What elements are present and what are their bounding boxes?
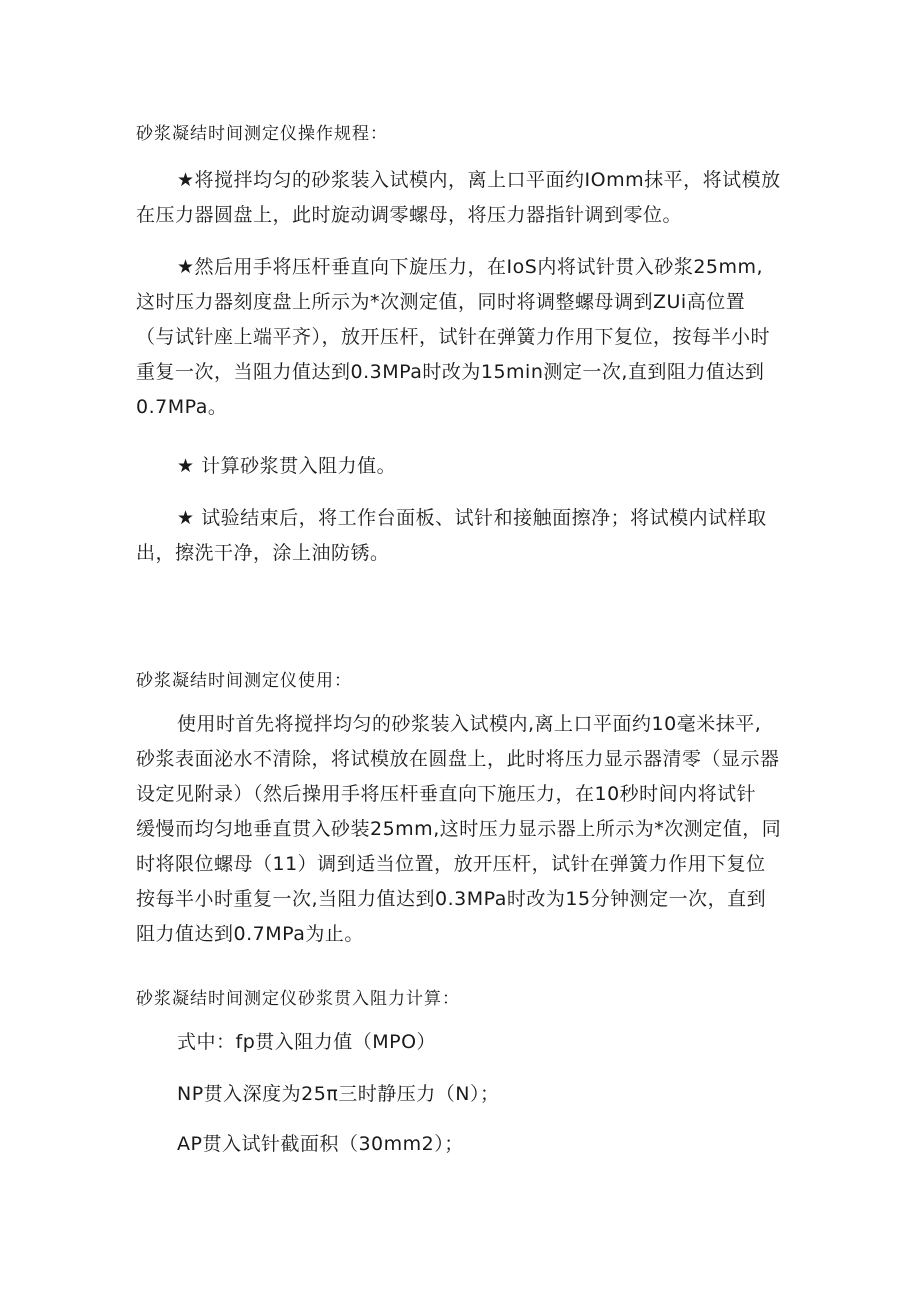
section-heading-calculation: 砂浆凝结时间测定仪砂浆贯入阻力计算： [136,989,460,1009]
text-line: 在压力器圆盘上，此时旋动调零螺母，将压力器指针调到零位。 [136,204,683,226]
text-line: 缓慢而均匀地垂直贯入砂装25mm,这时压力显示器上所示为*次测定值，同 [136,818,782,840]
text-line: ★ 计算砂浆贯入阻力值。 [177,455,397,477]
text-line: ★ 试验结束后，将工作台面板、试针和接触面擦净；将试模内试样取 [177,507,767,529]
formula-line-fp: 式中：fp贯入阻力值（MPO） [177,1031,437,1053]
text-line: 0.7MPa。 [136,396,228,418]
paragraph-step-2 [136,250,788,425]
text-line: 按每半小时重复一次,当阻力值达到0.3MPa时改为15分钟测定一次，直到 [136,888,767,910]
paragraph-usage [136,707,788,952]
text-line: ★将搅拌均匀的砂浆装入试模内，离上口平面约IOmm抹平，将试模放 [177,169,781,191]
section-heading-operation: 砂浆凝结时间测定仪操作规程： [136,124,388,144]
paragraph-step-3 [136,449,788,484]
text-line: 这时压力器刻度盘上所示为*次测定值，同时将调整螺母调到ZUi高位置 [136,291,746,313]
formula-line-np: NP贯入深度为25π三时静压力（N）； [177,1083,500,1105]
text-line: 时将限位螺母（11）调到适当位置，放开压杆，试针在弹簧力作用下复位 [136,853,766,875]
paragraph-step-4 [136,501,788,571]
text-line: ★然后用手将压杆垂直向下旋压力，在IoS内将试针贯入砂浆25mm, [177,256,764,278]
formula-line-ap: AP贯入试针截面积（30mm2）； [177,1133,464,1155]
section-heading-usage: 砂浆凝结时间测定仪使用： [136,671,352,691]
paragraph-step-1 [136,163,788,233]
text-line: 重复一次，当阻力值达到0.3MPa时改为15min测定一次,直到阻力值达到 [136,361,765,383]
text-line: （与试针座上端平齐），放开压杆，试针在弹簧力作用下复位，按每半小时 [136,326,771,348]
text-line: 阻力值达到0.7MPa为止。 [136,923,364,945]
text-line: 使用时首先将搅拌均匀的砂浆装入试模内,离上口平面约10毫米抹平, [177,713,762,735]
text-line: 砂浆表面泌水不清除，将试模放在圆盘上，此时将压力显示器清零（显示器 [136,748,780,770]
text-line: 设定见附录）（然后操用手将压杆垂直向下施压力，在10秒时间内将试针 [136,783,757,805]
text-line: 出，擦洗干净，涂上油防锈。 [136,542,390,564]
